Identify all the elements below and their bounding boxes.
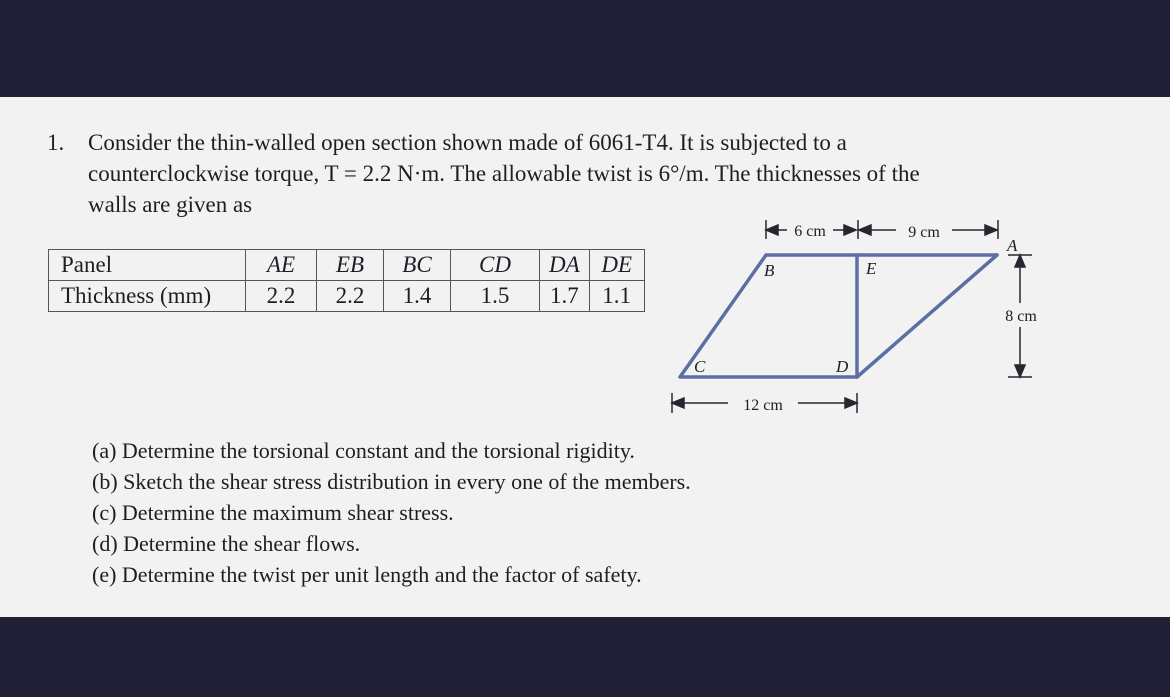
problem-number: 1. — [47, 130, 65, 155]
part-a: (a) Determine the torsional constant and the torsional rigidity. — [92, 438, 635, 463]
question-parts — [92, 435, 691, 590]
problem-sheet — [0, 97, 1170, 617]
point-C-label: C — [694, 357, 706, 376]
point-A-label: A — [1007, 236, 1018, 255]
thickness-cell: 1.4 — [384, 281, 451, 312]
panel-header: Panel — [49, 250, 246, 281]
section-figure — [650, 207, 1070, 427]
thickness-cell: 2.2 — [317, 281, 384, 312]
dim-9cm-label: 9 cm — [908, 224, 940, 241]
thickness-cell: 2.2 — [246, 281, 317, 312]
point-D-label: D — [836, 357, 849, 376]
thickness-row — [49, 281, 645, 312]
panel-cell: DA — [540, 250, 590, 281]
panel-row — [49, 250, 645, 281]
panel-cell: DE — [589, 250, 644, 281]
thickness-cell: 1.5 — [451, 281, 540, 312]
panel-cell: BC — [384, 250, 451, 281]
wall-D-A — [857, 255, 997, 377]
part-e: (e) Determine the twist per unit length and the factor of safety. — [92, 562, 642, 587]
dim-8cm-label: 8 cm — [1005, 308, 1037, 325]
part-d: (d) Determine the shear flows. — [92, 531, 361, 556]
point-B-label: B — [764, 261, 775, 280]
part-b: (b) Sketch the shear stress distribution in every one of the members. — [92, 469, 691, 494]
statement-line-3: walls are given as — [88, 192, 253, 217]
statement-line-2: counterclockwise torque, T = 2.2 N·m. The allowable twist is 6°/m. The thicknesses of the — [88, 161, 920, 186]
part-c: (c) Determine the maximum shear stress. — [92, 500, 454, 525]
thickness-cell: 1.1 — [589, 281, 644, 312]
panel-cell: EB — [317, 250, 384, 281]
panel-cell: CD — [451, 250, 540, 281]
thickness-cell: 1.7 — [540, 281, 590, 312]
dim-6cm-label: 6 cm — [794, 223, 826, 240]
point-E-label: E — [866, 259, 877, 278]
thickness-table — [48, 249, 645, 312]
statement-line-1: Consider the thin-walled open section shown made of 6061-T4. It is subjected to a — [88, 130, 847, 155]
panel-cell: AE — [246, 250, 317, 281]
thickness-header: Thickness (mm) — [49, 281, 246, 312]
dim-12cm-label: 12 cm — [743, 397, 783, 414]
